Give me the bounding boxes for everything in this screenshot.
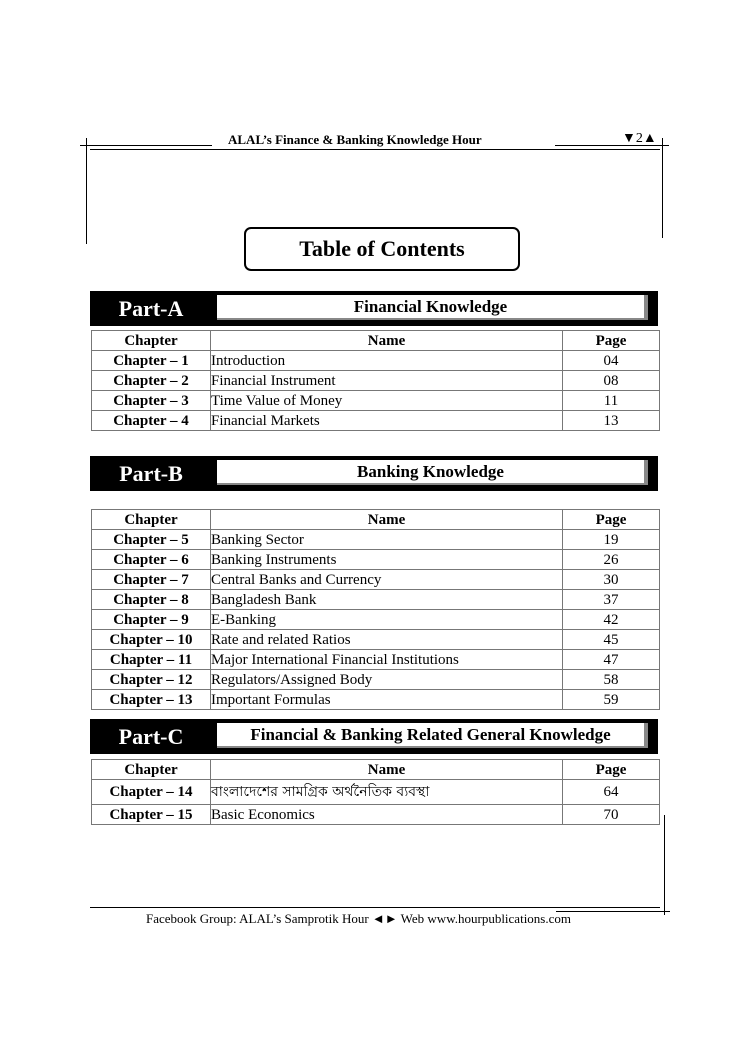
page-ref: 04 [563, 351, 660, 371]
page-ref: 26 [563, 550, 660, 570]
column-header-name: Name [211, 510, 563, 530]
chapter-number: Chapter – 4 [92, 411, 211, 431]
chapter-name: Banking Instruments [211, 550, 563, 570]
chapter-name: Introduction [211, 351, 563, 371]
page-ref: 70 [563, 805, 660, 825]
frame-line-bottom-right [664, 815, 665, 915]
frame-line-left [86, 138, 87, 244]
chapter-number: Chapter – 14 [92, 780, 211, 805]
toc-table-part-b [91, 509, 660, 710]
column-header-page: Page [563, 510, 660, 530]
table-row [92, 805, 660, 825]
chapter-number: Chapter – 10 [92, 630, 211, 650]
column-header-chapter: Chapter [92, 331, 211, 351]
footer-rule [90, 907, 660, 908]
chapter-name: Financial Markets [211, 411, 563, 431]
column-header-name: Name [211, 760, 563, 780]
chapter-name: E-Banking [211, 610, 563, 630]
table-row [92, 630, 660, 650]
chapter-name: Bangladesh Bank [211, 590, 563, 610]
table-row [92, 530, 660, 550]
table-row [92, 391, 660, 411]
column-header-chapter: Chapter [92, 760, 211, 780]
table-header-row [92, 510, 660, 530]
chapter-name: Regulators/Assigned Body [211, 670, 563, 690]
table-row [92, 610, 660, 630]
chapter-name: Banking Sector [211, 530, 563, 550]
part-title: Financial & Banking Related General Knowledge [217, 723, 648, 748]
part-title: Banking Knowledge [217, 460, 648, 485]
part-label: Part-C [118, 723, 184, 749]
column-header-name: Name [211, 331, 563, 351]
page-ref: 11 [563, 391, 660, 411]
chapter-name: Financial Instrument [211, 371, 563, 391]
table-row [92, 590, 660, 610]
chapter-number: Chapter – 11 [92, 650, 211, 670]
part-label: Part-B [119, 460, 183, 486]
chapter-number: Chapter – 1 [92, 351, 211, 371]
part-label: Part-A [118, 295, 184, 321]
chapter-name: Important Formulas [211, 690, 563, 710]
table-row [92, 550, 660, 570]
page-ref: 47 [563, 650, 660, 670]
table-row [92, 570, 660, 590]
page-ref: 58 [563, 670, 660, 690]
table-header-row [92, 760, 660, 780]
page-ref: 45 [563, 630, 660, 650]
page-title: Table of Contents [244, 227, 520, 271]
chapter-name: বাংলাদেশের সামগ্রিক অর্থনৈতিক ব্যবস্থা [211, 780, 563, 805]
table-row [92, 371, 660, 391]
header-rule-left [80, 145, 212, 146]
chapter-number: Chapter – 13 [92, 690, 211, 710]
header-rule [90, 149, 660, 150]
chapter-number: Chapter – 2 [92, 371, 211, 391]
table-row [92, 780, 660, 805]
page-ref: 59 [563, 690, 660, 710]
part-a-banner [90, 291, 658, 326]
page-ref: 13 [563, 411, 660, 431]
part-c-banner [90, 719, 658, 754]
page-ref: 19 [563, 530, 660, 550]
table-header-row [92, 331, 660, 351]
column-header-page: Page [563, 331, 660, 351]
chapter-number: Chapter – 5 [92, 530, 211, 550]
page-ref: 42 [563, 610, 660, 630]
chapter-name: Basic Economics [211, 805, 563, 825]
table-row [92, 351, 660, 371]
page-number: ▼2▲ [622, 131, 657, 146]
chapter-name: Central Banks and Currency [211, 570, 563, 590]
column-header-page: Page [563, 760, 660, 780]
chapter-name: Major International Financial Institutions [211, 650, 563, 670]
footer-rule-right [556, 911, 670, 912]
toc-table-part-c [91, 759, 660, 825]
table-row [92, 690, 660, 710]
chapter-number: Chapter – 12 [92, 670, 211, 690]
toc-table-part-a [91, 330, 660, 431]
part-b-banner [90, 456, 658, 491]
chapter-number: Chapter – 3 [92, 391, 211, 411]
table-row [92, 411, 660, 431]
table-row [92, 670, 660, 690]
chapter-number: Chapter – 7 [92, 570, 211, 590]
page-ref: 30 [563, 570, 660, 590]
chapter-name: Rate and related Ratios [211, 630, 563, 650]
part-title: Financial Knowledge [217, 295, 648, 320]
chapter-number: Chapter – 6 [92, 550, 211, 570]
column-header-chapter: Chapter [92, 510, 211, 530]
page-ref: 37 [563, 590, 660, 610]
table-row [92, 650, 660, 670]
page-ref: 08 [563, 371, 660, 391]
chapter-number: Chapter – 8 [92, 590, 211, 610]
page-ref: 64 [563, 780, 660, 805]
chapter-number: Chapter – 9 [92, 610, 211, 630]
running-header-title: ALAL’s Finance & Banking Knowledge Hour [228, 132, 482, 147]
frame-line-right [662, 138, 663, 238]
chapter-name: Time Value of Money [211, 391, 563, 411]
footer-text: Facebook Group: ALAL’s Samprotik Hour ◄► Web www.hourpublications.com [146, 911, 571, 926]
chapter-number: Chapter – 15 [92, 805, 211, 825]
